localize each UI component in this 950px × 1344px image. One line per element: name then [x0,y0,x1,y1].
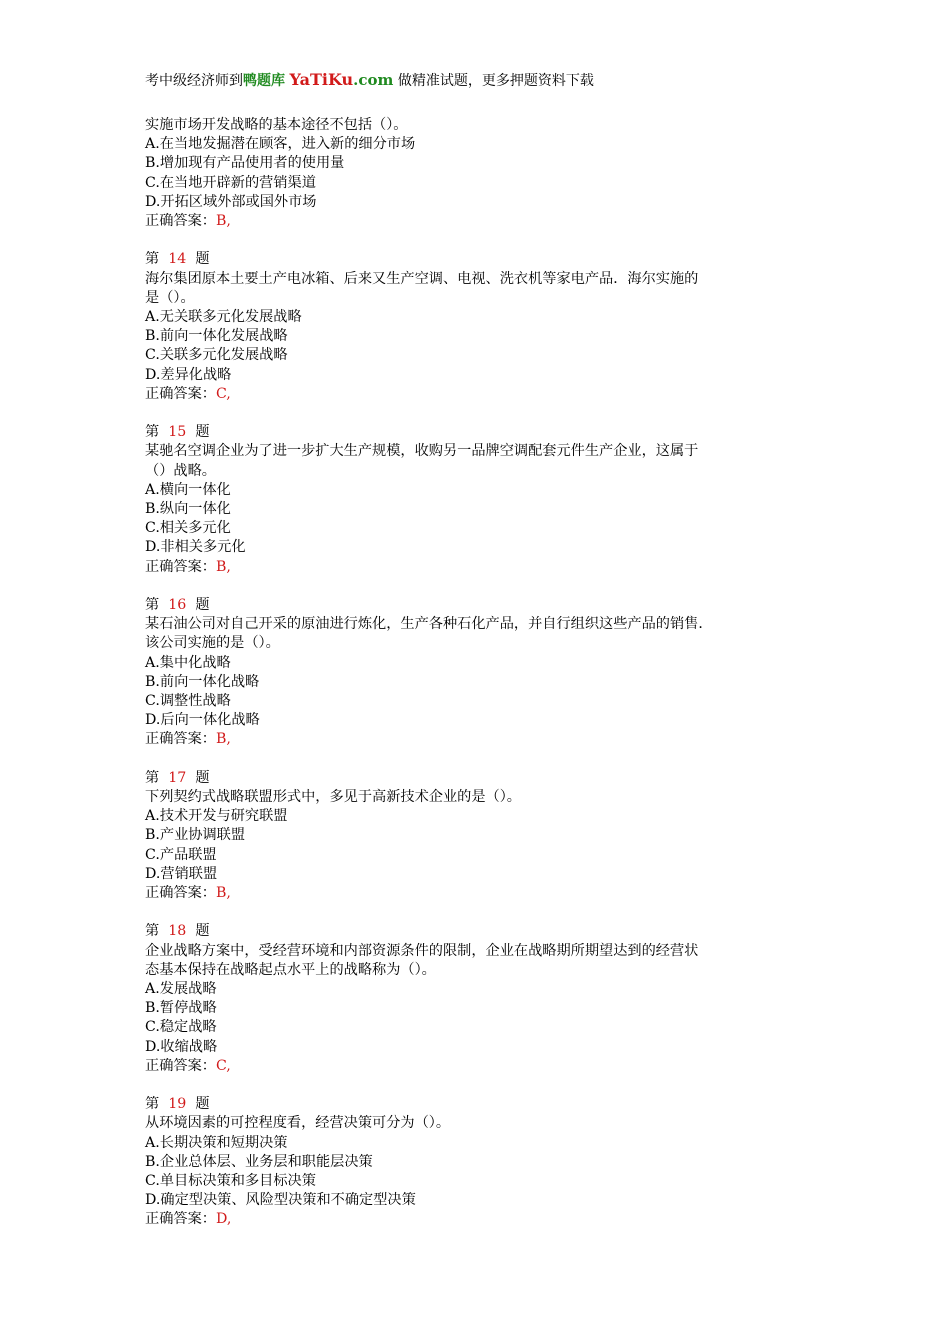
spacer [159,923,168,939]
answer-option: B.纵向一体化 [145,501,231,518]
question-number [145,250,810,269]
question-number-value: 16 [168,597,187,614]
question-block [145,116,810,231]
question-number-value: 18 [168,923,187,940]
answer-option: A.集中化战略 [145,654,231,671]
question-number [145,596,810,615]
question-block [145,922,810,1076]
question-stem: （）战略。 [145,462,216,479]
question-stem: 下列契约式战略联盟形式中，多见于高新技术企业的是（）。 [145,789,521,806]
question-number-prefix: 第 [145,769,160,786]
correct-answer-label: 正确答案： [145,558,216,575]
question-stem: 该公司实施的是（）。 [145,635,280,652]
answer-option: C.单目标决策和多目标决策 [145,1173,316,1190]
question-list [145,116,810,1249]
question-number-prefix: 第 [145,923,160,940]
correct-answer-value: B, [215,731,231,748]
answer-option: D.营销联盟 [145,865,218,882]
question-number [145,1095,810,1114]
question-number-suffix: 题 [195,597,210,614]
question-number-suffix: 题 [195,1096,210,1113]
answer-option: A.长期决策和短期决策 [145,1134,288,1151]
question-number [145,922,810,941]
correct-answer [145,212,810,231]
spacer [186,597,195,613]
answer-option: A.横向一体化 [145,481,231,498]
question-number [145,423,810,442]
answer-option: D.开拓区域外部或国外市场 [145,193,317,210]
header-brand-en[interactable]: YaTiKu [289,70,354,89]
question-number-value: 15 [168,424,187,441]
question-stem: 是（）。 [145,289,195,306]
correct-answer-label: 正确答案： [145,1057,216,1074]
correct-answer-label: 正确答案： [145,213,216,230]
header-brand-com[interactable]: .com [353,71,394,89]
answer-option: B.产业协调联盟 [145,827,246,844]
answer-option: D.后向一体化战略 [145,712,260,729]
question-stem: 某石油公司对自己开采的原油进行炼化，生产各种石化产品，并自行组织这些产品的销售． [145,616,713,633]
question-block [145,596,810,750]
question-number-prefix: 第 [145,1096,160,1113]
answer-option: C.产品联盟 [145,846,217,863]
answer-option: A.发展战略 [145,981,217,998]
correct-answer [145,1057,810,1076]
answer-option: C.关联多元化发展战略 [145,347,288,364]
header-prefix: 考中级经济师到 [145,73,243,89]
question-stem: 态基本保持在战略起点水平上的战略称为（）。 [145,961,436,978]
question-number-prefix: 第 [145,424,160,441]
question-stem: 实施市场开发战略的基本途径不包括（）。 [145,117,408,133]
correct-answer-label: 正确答案： [145,731,216,748]
spacer [159,1096,168,1112]
correct-answer [145,385,810,404]
answer-option: A.无关联多元化发展战略 [145,309,302,326]
question-stem: 企业战略方案中，受经营环境和内部资源条件的限制，企业在战略期所期望达到的经营状 [145,942,699,959]
spacer [159,597,168,613]
spacer [159,770,168,786]
answer-option: B.企业总体层、业务层和职能层决策 [145,1153,373,1170]
answer-option: D.非相关多元化 [145,539,246,556]
question-stem: 从环境因素的可控程度看，经营决策可分为（）。 [145,1115,451,1132]
question-stem: 某驰名空调企业为了进一步扩大生产规模，收购另一品牌空调配套元件生产企业，这属于 [145,443,699,460]
correct-answer-value: C, [215,1057,231,1074]
question-block [145,1095,810,1229]
correct-answer-label: 正确答案： [145,1211,216,1228]
spacer [186,251,195,267]
correct-answer [145,884,810,903]
correct-answer-value: B, [215,885,231,902]
correct-answer [145,730,810,749]
answer-option: A.技术开发与研究联盟 [145,808,288,825]
answer-option: A.在当地发掘潜在顾客，进入新的细分市场 [145,136,416,153]
answer-option: C.调整性战略 [145,693,231,710]
correct-answer-value: B, [215,213,231,230]
question-block [145,423,810,577]
question-number-value: 14 [168,251,187,268]
question-number-suffix: 题 [195,424,210,441]
answer-option: D.差异化战略 [145,366,232,383]
spacer [186,770,195,786]
correct-answer-label: 正确答案： [145,885,216,902]
question-number-suffix: 题 [195,251,210,268]
question-number-value: 17 [168,769,187,786]
answer-option: C.在当地开辟新的营销渠道 [145,174,316,191]
correct-answer-label: 正确答案： [145,385,216,402]
page-header [145,70,594,91]
answer-option: B.暂停战略 [145,1000,217,1017]
question-number [145,769,810,788]
spacer [186,923,195,939]
answer-option: B.前向一体化战略 [145,673,260,690]
answer-option: D.收缩战略 [145,1038,218,1055]
answer-option: C.相关多元化 [145,520,231,537]
correct-answer-value: C, [215,385,231,402]
question-number-prefix: 第 [145,251,160,268]
answer-option: B.增加现有产品使用者的使用量 [145,155,345,172]
question-number-prefix: 第 [145,597,160,614]
correct-answer-value: B, [215,558,231,575]
answer-option: C.稳定战略 [145,1019,217,1036]
question-number-suffix: 题 [195,769,210,786]
spacer [186,1096,195,1112]
question-block [145,250,810,404]
answer-option: D.确定型决策、风险型决策和不确定型决策 [145,1192,416,1209]
header-brand-cn[interactable]: 鸭题库 [243,73,285,89]
spacer [159,424,168,440]
spacer [186,424,195,440]
answer-option: B.前向一体化发展战略 [145,328,288,345]
correct-answer [145,1210,810,1229]
correct-answer-value: D, [215,1211,232,1228]
correct-answer [145,558,810,577]
question-stem: 海尔集团原本土要土产电冰箱、后来又生产空调、电视、洗衣机等家电产品．海尔实施的 [145,270,699,287]
question-number-value: 19 [168,1096,187,1113]
question-block [145,769,810,903]
header-suffix: 做精准试题，更多押题资料下载 [397,73,594,89]
question-number-suffix: 题 [195,923,210,940]
spacer [159,251,168,267]
